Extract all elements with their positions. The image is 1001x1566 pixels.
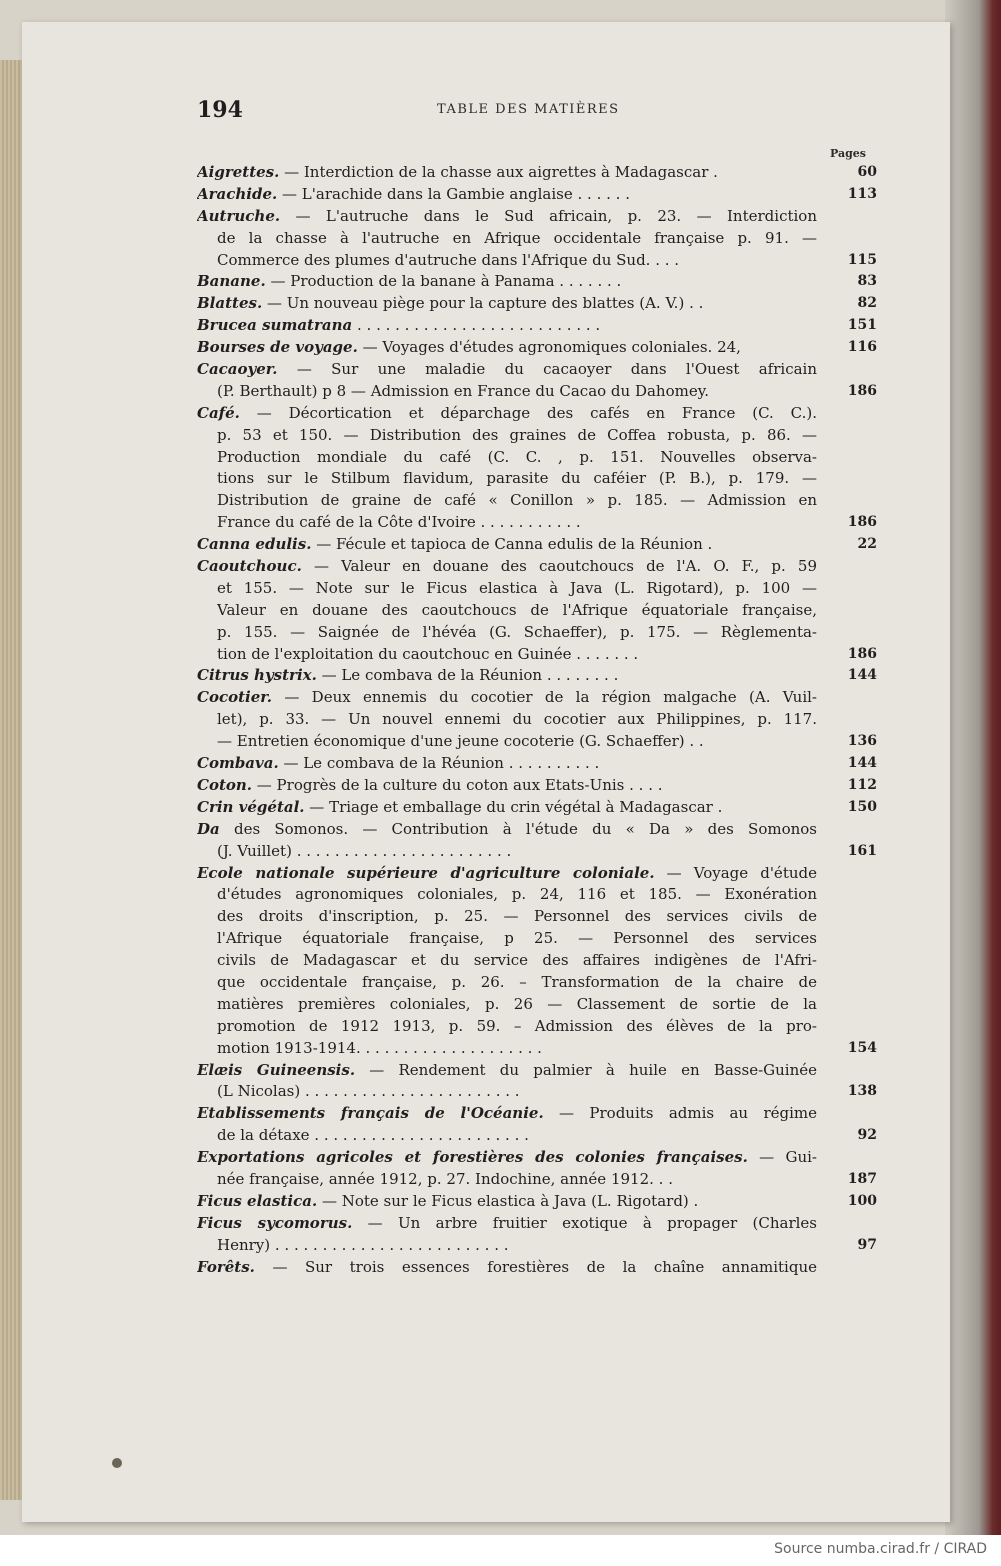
entry-heading: Brucea sumatrana bbox=[197, 316, 353, 335]
index-line-text bbox=[217, 447, 817, 469]
entry-text: — L'arachide dans la Gambie anglaise . . . . . . bbox=[277, 184, 630, 203]
entry-text: Valeur en douane des caoutchoucs de l'Afrique équatoriale française, bbox=[217, 600, 817, 619]
source-credit: Source numba.cirad.fr / CIRAD bbox=[774, 1541, 987, 1557]
index-line bbox=[197, 1103, 877, 1125]
index-line bbox=[197, 1169, 877, 1191]
index-line-text bbox=[197, 1103, 817, 1125]
entry-heading: Forêts. bbox=[197, 1257, 255, 1276]
entry-text: — Valeur en douane des caoutchoucs de l'A. O. F., p. 59 bbox=[301, 557, 817, 576]
page-reference: 92 bbox=[857, 1127, 877, 1144]
index-line-text bbox=[217, 731, 817, 753]
index-line bbox=[197, 359, 877, 381]
entry-text: tion de l'exploitation du caoutchouc en Guinée . . . . . . . bbox=[217, 644, 639, 663]
index-line bbox=[197, 1081, 877, 1103]
index-line bbox=[197, 775, 877, 797]
entry-text: et 155. — Note sur le Ficus elastica à Java (L. Rigotard), p. 100 — bbox=[217, 578, 817, 597]
entry-text: — Gui- bbox=[747, 1148, 817, 1167]
page-header bbox=[197, 97, 817, 127]
entry-heading: Autruche. bbox=[197, 206, 281, 225]
page-reference: 150 bbox=[847, 798, 877, 815]
index-line bbox=[197, 381, 877, 403]
entry-text: — Deux ennemis du cocotier de la région malgache (A. Vuil- bbox=[272, 688, 817, 707]
index-line-text bbox=[197, 819, 817, 841]
page-reference: 154 bbox=[847, 1039, 877, 1056]
page-reference: 112 bbox=[847, 776, 877, 793]
entry-text: — Production de la banane à Panama . . . . . . . bbox=[265, 272, 622, 291]
index-line bbox=[197, 556, 877, 578]
index-line-text bbox=[217, 644, 817, 666]
entry-text: de la chasse à l'autruche en Afrique occidentale française p. 91. — bbox=[217, 228, 817, 247]
entry-heading: Da bbox=[197, 819, 220, 838]
index-line bbox=[197, 753, 877, 775]
entry-text: — Le combava de la Réunion . . . . . . . . . . bbox=[278, 754, 600, 773]
entry-text: tions sur le Stilbum flavidum, parasite du caféier (P. B.), p. 179. — bbox=[217, 469, 817, 488]
page-reference: 138 bbox=[847, 1083, 877, 1100]
entry-heading: Canna edulis. bbox=[197, 535, 312, 554]
entry-heading: Ficus elastica. bbox=[197, 1191, 318, 1210]
index-line-text bbox=[197, 1191, 817, 1213]
entry-heading: Blattes. bbox=[197, 294, 263, 313]
index-line bbox=[197, 1257, 877, 1279]
index-line bbox=[197, 994, 877, 1016]
index-line bbox=[197, 600, 877, 622]
index-line-text bbox=[197, 359, 817, 381]
index-line-text bbox=[197, 206, 817, 228]
index-line-text bbox=[217, 468, 817, 490]
index-line bbox=[197, 863, 877, 885]
index-line-text bbox=[217, 1038, 817, 1060]
index-line-text bbox=[197, 1147, 817, 1169]
index-line bbox=[197, 534, 877, 556]
index-line bbox=[197, 1235, 877, 1257]
page-reference: 151 bbox=[847, 317, 877, 334]
book-binding-edge bbox=[945, 0, 1001, 1535]
index-line bbox=[197, 1125, 877, 1147]
index-line-text bbox=[197, 753, 817, 775]
entry-heading: Etablissements français de l'Océanie. bbox=[197, 1104, 544, 1123]
index-line bbox=[197, 972, 877, 994]
index-line-text bbox=[217, 906, 817, 928]
index-line bbox=[197, 1060, 877, 1082]
index-line-text bbox=[217, 490, 817, 512]
entry-heading: Crin végétal. bbox=[197, 797, 305, 816]
index-line-text bbox=[217, 512, 817, 534]
page-reference: 22 bbox=[857, 536, 877, 553]
index-line-text bbox=[197, 687, 817, 709]
index-line bbox=[197, 337, 877, 359]
entry-heading: Arachide. bbox=[197, 184, 278, 203]
page-reference: 144 bbox=[847, 667, 877, 684]
footer-bar bbox=[0, 1535, 1001, 1566]
index-line-text bbox=[217, 709, 817, 731]
entry-heading: Ficus sycomorus. bbox=[197, 1213, 353, 1232]
index-line bbox=[197, 819, 877, 841]
index-line-text bbox=[217, 250, 817, 272]
entry-heading: Banane. bbox=[197, 272, 266, 291]
entry-text: (L Nicolas) . . . . . . . . . . . . . . . . . . . . . . . bbox=[217, 1082, 520, 1101]
entry-text: p. 155. — Saignée de l'hévéa (G. Schaeffer), p. 175. — Règlementa- bbox=[217, 622, 817, 641]
entry-text: let), p. 33. — Un nouvel ennemi du cocotier aux Philippines, p. 117. bbox=[217, 710, 817, 729]
entry-text: — Note sur le Ficus elastica à Java (L. Rigotard) . bbox=[317, 1191, 699, 1210]
index-line-text bbox=[217, 928, 817, 950]
index-line bbox=[197, 884, 877, 906]
index-line bbox=[197, 906, 877, 928]
entry-heading: Combava. bbox=[197, 754, 279, 773]
index-line bbox=[197, 512, 877, 534]
entry-text: Commerce des plumes d'autruche dans l'Afrique du Sud. . . . bbox=[217, 250, 680, 269]
index-line-text bbox=[197, 534, 817, 556]
entry-text: — Progrès de la culture du coton aux Etats-Unis . . . . bbox=[252, 775, 663, 794]
index-line bbox=[197, 228, 877, 250]
index-line bbox=[197, 271, 877, 293]
entry-text: d'études agronomiques coloniales, p. 24, 116 et 185. — Exonération bbox=[217, 885, 817, 904]
entry-text: — Décortication et déparchage des cafés en France (C. C.). bbox=[239, 403, 817, 422]
entry-heading: Elæis Guineensis. bbox=[197, 1060, 356, 1079]
index-line-text bbox=[217, 228, 817, 250]
index-line bbox=[197, 928, 877, 950]
index-line-text bbox=[217, 1081, 817, 1103]
entry-heading: Coton. bbox=[197, 775, 253, 794]
entry-text: motion 1913-1914. . . . . . . . . . . . . . . . . . . . bbox=[217, 1038, 542, 1057]
page-reference: 100 bbox=[847, 1192, 877, 1209]
entry-heading: Café. bbox=[197, 403, 240, 422]
entry-text: Distribution de graine de café « Conillon » p. 185. — Admission en bbox=[217, 491, 817, 510]
entry-text: — Interdiction de la chasse aux aigrettes à Madagascar . bbox=[279, 163, 718, 181]
entry-text: Henry) . . . . . . . . . . . . . . . . . . . . . . . . . bbox=[217, 1235, 509, 1254]
entry-text: l'Afrique équatoriale française, p 25. — Personnel des services bbox=[217, 929, 817, 948]
index-line-text bbox=[197, 1060, 817, 1082]
index-line bbox=[197, 950, 877, 972]
index-line bbox=[197, 315, 877, 337]
index-line-text bbox=[197, 271, 817, 293]
entry-text: (J. Vuillet) . . . . . . . . . . . . . . . . . . . . . . . bbox=[217, 841, 512, 860]
index-line-text bbox=[217, 1125, 817, 1147]
entry-text: p. 53 et 150. — Distribution des graines de Coffea robusta, p. 86. — bbox=[217, 425, 817, 444]
entry-text: que occidentale française, p. 26. – Transformation de la chaire de bbox=[217, 972, 817, 991]
entry-heading: Cocotier. bbox=[197, 688, 272, 707]
index-line bbox=[197, 1016, 877, 1038]
entry-text: (P. Berthault) p 8 — Admission en France du Cacao du Dahomey. bbox=[217, 381, 709, 400]
index-line-text bbox=[197, 556, 817, 578]
index-line-text bbox=[197, 337, 817, 359]
entry-text: promotion de 1912 1913, p. 59. – Admission des élèves de la pro- bbox=[217, 1016, 817, 1035]
entry-text: née française, année 1912, p. 27. Indochine, année 1912. . . bbox=[217, 1169, 673, 1188]
index-line bbox=[197, 687, 877, 709]
entry-text: matières premières coloniales, p. 26 — Classement de sortie de la bbox=[217, 994, 817, 1013]
index-line-text bbox=[217, 1235, 817, 1257]
index-line-text bbox=[217, 994, 817, 1016]
entry-text: — Sur une maladie du cacaoyer dans l'Ouest africain bbox=[277, 360, 817, 379]
index-line bbox=[197, 490, 877, 512]
index-line bbox=[197, 1147, 877, 1169]
entry-text: — Voyages d'études agronomiques coloniales. 24, bbox=[357, 338, 741, 357]
page-reference: 83 bbox=[857, 273, 877, 290]
index-line bbox=[197, 184, 877, 206]
index-line bbox=[197, 709, 877, 731]
index-line-text bbox=[197, 162, 817, 184]
index-line bbox=[197, 841, 877, 863]
index-line-text bbox=[197, 1213, 817, 1235]
page-reference: 60 bbox=[857, 164, 877, 180]
index-line-text bbox=[217, 1016, 817, 1038]
entry-heading: Citrus hystrix. bbox=[197, 666, 317, 685]
index-line-text bbox=[197, 775, 817, 797]
entry-text: — Rendement du palmier à huile en Basse-Guinée bbox=[355, 1060, 817, 1079]
entry-text: — Entretien économique d'une jeune cocoterie (G. Schaeffer) . . bbox=[217, 732, 704, 751]
index-line-text bbox=[197, 184, 817, 206]
entry-text: de la détaxe . . . . . . . . . . . . . . . . . . . . . . . bbox=[217, 1126, 529, 1145]
index-line bbox=[197, 622, 877, 644]
entry-heading: Cacaoyer. bbox=[197, 360, 278, 379]
entry-heading: Aigrettes. bbox=[197, 163, 280, 181]
entry-text: des droits d'inscription, p. 25. — Personnel des services civils de bbox=[217, 907, 817, 926]
index-line bbox=[197, 206, 877, 228]
index-line bbox=[197, 665, 877, 687]
entry-text: des Somonos. — Contribution à l'étude du « Da » des Somonos bbox=[219, 819, 817, 838]
index-line bbox=[197, 578, 877, 600]
index-line-text bbox=[217, 972, 817, 994]
entry-text: — Le combava de la Réunion . . . . . . . . bbox=[316, 666, 619, 685]
page-reference: 82 bbox=[857, 295, 877, 312]
page-reference: 161 bbox=[847, 842, 877, 859]
index-line-text bbox=[217, 578, 817, 600]
entry-text: France du café de la Côte d'Ivoire . . . . . . . . . . . bbox=[217, 513, 581, 532]
page-reference: 186 bbox=[847, 645, 877, 662]
page-reference: 113 bbox=[847, 185, 877, 202]
index-line-text bbox=[197, 863, 817, 885]
index-line-text bbox=[217, 381, 817, 403]
page-reference: 187 bbox=[847, 1170, 877, 1187]
index-line-text bbox=[197, 293, 817, 315]
index-line bbox=[197, 731, 877, 753]
entry-heading: Caoutchouc. bbox=[197, 557, 302, 576]
page-reference: 186 bbox=[847, 514, 877, 531]
entry-text: — Produits admis au régime bbox=[543, 1104, 817, 1123]
entry-heading: Bourses de voyage. bbox=[197, 338, 358, 357]
index-line bbox=[197, 1213, 877, 1235]
index-line bbox=[197, 447, 877, 469]
page-reference: 97 bbox=[857, 1236, 877, 1253]
page-reference: 116 bbox=[847, 339, 877, 356]
index-line-text bbox=[197, 797, 817, 819]
index-line bbox=[197, 644, 877, 666]
index-line bbox=[197, 403, 877, 425]
index-line-text bbox=[217, 950, 817, 972]
page-reference: 115 bbox=[847, 251, 877, 268]
index-line-text bbox=[217, 425, 817, 447]
index-line bbox=[197, 425, 877, 447]
entry-heading: Exportations agricoles et forestières des colonies françaises. bbox=[197, 1148, 748, 1167]
entry-text: — Voyage d'étude bbox=[654, 863, 817, 882]
entry-text: — Triage et emballage du crin végétal à Madagascar . bbox=[304, 797, 723, 816]
entry-text: — L'autruche dans le Sud africain, p. 23. — Interdiction bbox=[280, 206, 817, 225]
entry-text: — Fécule et tapioca de Canna edulis de la Réunion . bbox=[311, 535, 713, 554]
index-line bbox=[197, 250, 877, 272]
entry-heading: Ecole nationale supérieure d'agriculture coloniale. bbox=[197, 863, 655, 882]
running-title: TABLE DES MATIÈRES bbox=[437, 102, 620, 117]
index-line bbox=[197, 1191, 877, 1213]
index-entries bbox=[197, 162, 877, 1278]
entry-text: . . . . . . . . . . . . . . . . . . . . . . . . . . bbox=[352, 316, 601, 335]
index-line bbox=[197, 1038, 877, 1060]
page-reference: 144 bbox=[847, 755, 877, 772]
page-reference: 186 bbox=[847, 382, 877, 399]
index-line bbox=[197, 468, 877, 490]
page-number: 194 bbox=[197, 97, 243, 123]
index-line-text bbox=[197, 665, 817, 687]
entry-text: civils de Madagascar et du service des affaires indigènes de l'Afri- bbox=[217, 951, 817, 970]
index-line bbox=[197, 162, 877, 184]
pages-column-label: Pages bbox=[830, 147, 866, 160]
index-line bbox=[197, 293, 877, 315]
index-line bbox=[197, 797, 877, 819]
page-reference: 136 bbox=[847, 733, 877, 750]
entry-text: — Un arbre fruitier exotique à propager (Charles bbox=[352, 1213, 817, 1232]
index-line-text bbox=[217, 600, 817, 622]
entry-text: — Sur trois essences forestières de la chaîne annamitique bbox=[254, 1257, 817, 1276]
index-line-text bbox=[197, 315, 817, 337]
index-line-text bbox=[217, 1169, 817, 1191]
index-line-text bbox=[217, 841, 817, 863]
index-line-text bbox=[197, 403, 817, 425]
entry-text: — Un nouveau piège pour la capture des blattes (A. V.) . . bbox=[262, 294, 704, 313]
paper-blemish bbox=[112, 1458, 122, 1468]
index-line-text bbox=[217, 884, 817, 906]
entry-text: Production mondiale du café (C. C. , p. 151. Nouvelles observa- bbox=[217, 447, 817, 466]
index-line-text bbox=[217, 622, 817, 644]
index-line-text bbox=[197, 1257, 817, 1279]
